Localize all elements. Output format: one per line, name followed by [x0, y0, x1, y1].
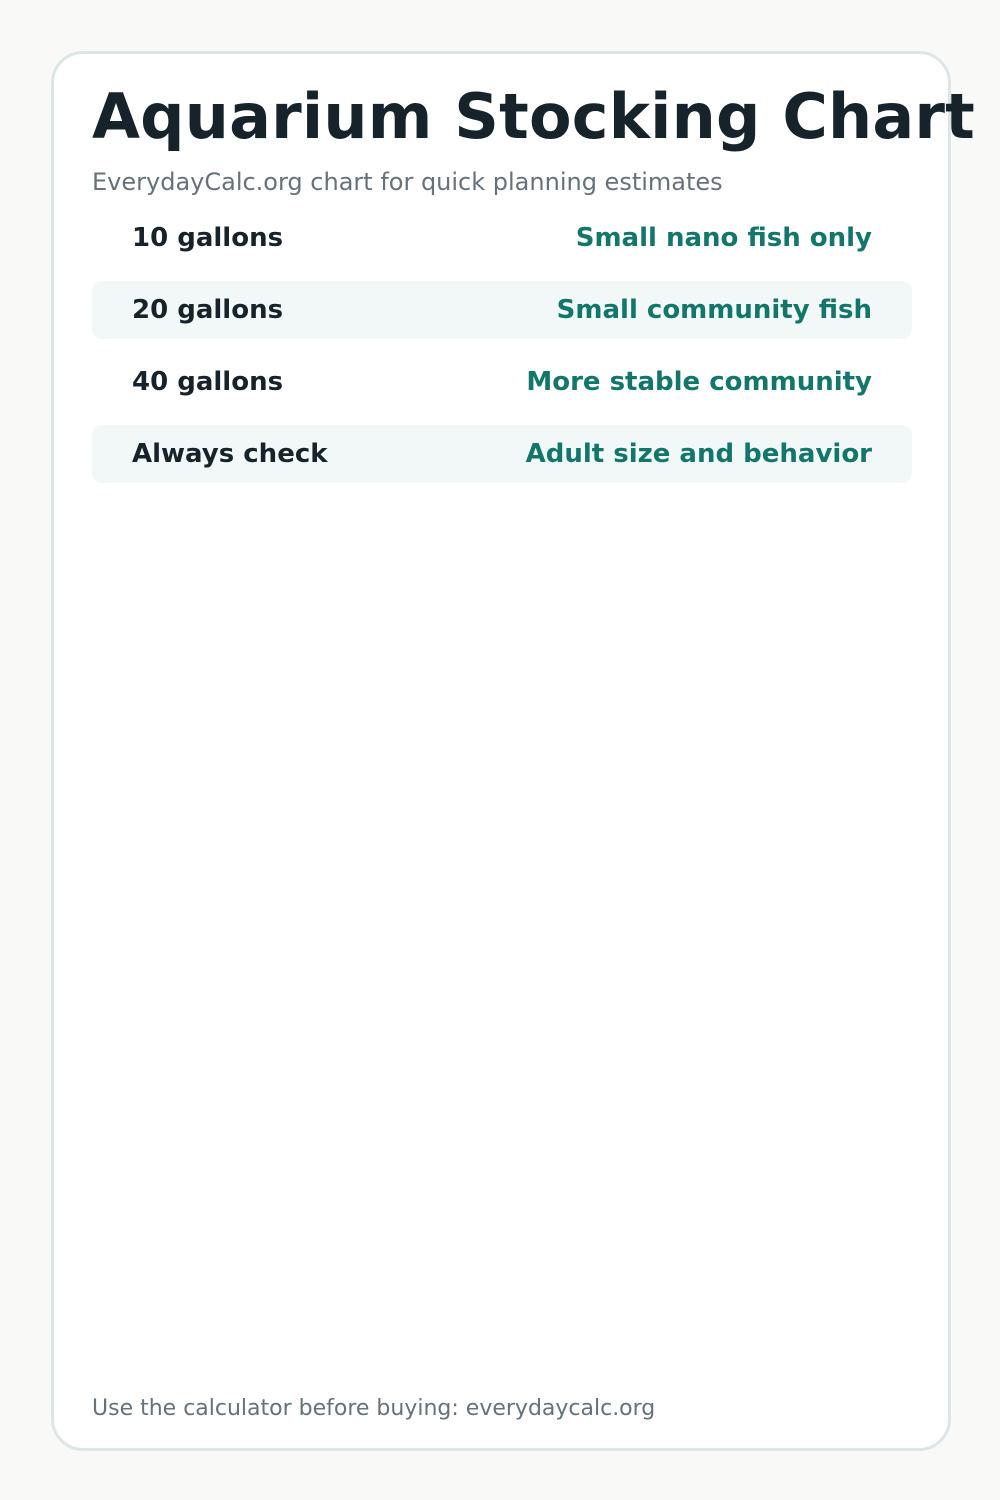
page-subtitle: EverydayCalc.org chart for quick planning estimates [92, 168, 723, 196]
footer-note: Use the calculator before buying: everydaycalc.org [92, 1396, 656, 1421]
table-row [92, 209, 912, 267]
row-value: More stable community [526, 367, 872, 397]
row-label: 40 gallons [132, 367, 284, 397]
row-label: 20 gallons [132, 295, 284, 325]
table-row [92, 425, 912, 483]
table-row [92, 353, 912, 411]
row-value: Small community fish [556, 295, 872, 325]
page-title: Aquarium Stocking Chart [92, 80, 976, 153]
row-label: Always check [132, 439, 328, 469]
table-row [92, 281, 912, 339]
chart-card [51, 51, 976, 1451]
row-label: 10 gallons [132, 223, 284, 253]
stocking-table [92, 209, 912, 497]
row-value: Small nano fish only [575, 223, 872, 253]
row-value: Adult size and behavior [525, 439, 872, 469]
